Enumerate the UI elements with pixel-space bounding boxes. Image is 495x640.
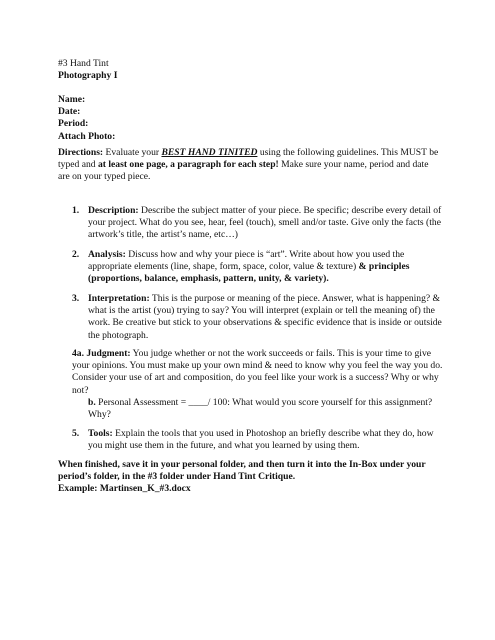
step-text: Describe the subject matter of your piece. Be specific; describe every detail of your project. What do you see, hear, feel (touch), smell and/or taste. Give only the facts (the artwork’s title, the artist’s name, etc…) <box>88 205 442 241</box>
period-field-label: Period: <box>58 118 89 130</box>
document-header <box>58 58 438 82</box>
directions-text-b: using the following guidelines. This MUST be typed and <box>58 147 439 171</box>
step-text: This is the purpose or meaning of the piece. Answer, what is happening? & what is the artist (you) trying to say? You will interpret (explain or tell the meaning of) the work. Be creative but stick to your observations & specific evidence that is inside or outside the photograph. <box>88 293 442 341</box>
step-description <box>72 205 444 242</box>
course-name: Photography I <box>58 70 118 82</box>
step-bold-principles: & principles (proportions, balance, emphasis, pattern, unity, & variety). <box>88 261 410 285</box>
step-label: Analysis: <box>88 249 126 260</box>
step-number: 3. <box>72 293 80 304</box>
step-text: Explain the tools that you used in Photoshop an briefly describe what they do, how you might use them in the future, and what you learned by using them. <box>88 428 434 452</box>
sub-text: Personal Assessment = ____/ 100: What would you score yourself for this assignment? Why? <box>88 396 433 421</box>
filename-example: Example: Martinsen_K_#3.docx <box>58 483 191 495</box>
step-label: Interpretation: <box>88 293 150 304</box>
date-field-label: Date: <box>58 106 81 118</box>
step-judgment <box>72 348 444 421</box>
directions-paragraph <box>58 147 440 184</box>
step-number: 5. <box>72 428 80 439</box>
directions-text-a: Evaluate your <box>103 147 162 158</box>
step-tools <box>72 428 444 452</box>
step-interpretation <box>72 293 444 342</box>
step-number: 1. <box>72 205 80 216</box>
submission-instructions <box>58 459 440 496</box>
sub-label: b. <box>88 396 96 408</box>
directions-emphasis: BEST HAND TINITED <box>161 147 258 158</box>
step-number: 2. <box>72 249 80 260</box>
step-label: Description: <box>88 205 139 216</box>
submission-text: When finished, save it in your personal folder, and then turn it into the In-Box under your period’s folder, in the #3 folder under Hand Tint Critique. <box>58 459 426 483</box>
step-label: Tools: <box>88 428 113 439</box>
directions-label: Directions: <box>58 147 104 158</box>
assignment-title: #3 Hand Tint <box>58 58 109 69</box>
personal-assessment <box>88 397 444 421</box>
step-text: You judge whether or not the work succeeds or fails. This is your time to give your opinions. You must make up your own mind & need to know why you feel the way you do. Consider your use of art and composition, do you feel like your work is a success? Why or why not? <box>72 348 443 396</box>
name-field-label: Name: <box>58 94 86 105</box>
directions-bold-requirement: at least one page, a paragraph for each step! <box>97 159 279 171</box>
directions-text-c: Make sure your name, period and date are on your typed piece. <box>58 159 429 183</box>
attach-photo-label: Attach Photo: <box>58 130 116 142</box>
student-info-fields <box>58 94 438 143</box>
step-analysis <box>72 249 444 286</box>
step-text: Discuss how and why your piece is “art”. Write about how you used the appropriate elements (line, shape, form, space, color, value & texture) <box>88 249 405 273</box>
step-label: 4a. Judgment: <box>72 348 131 359</box>
